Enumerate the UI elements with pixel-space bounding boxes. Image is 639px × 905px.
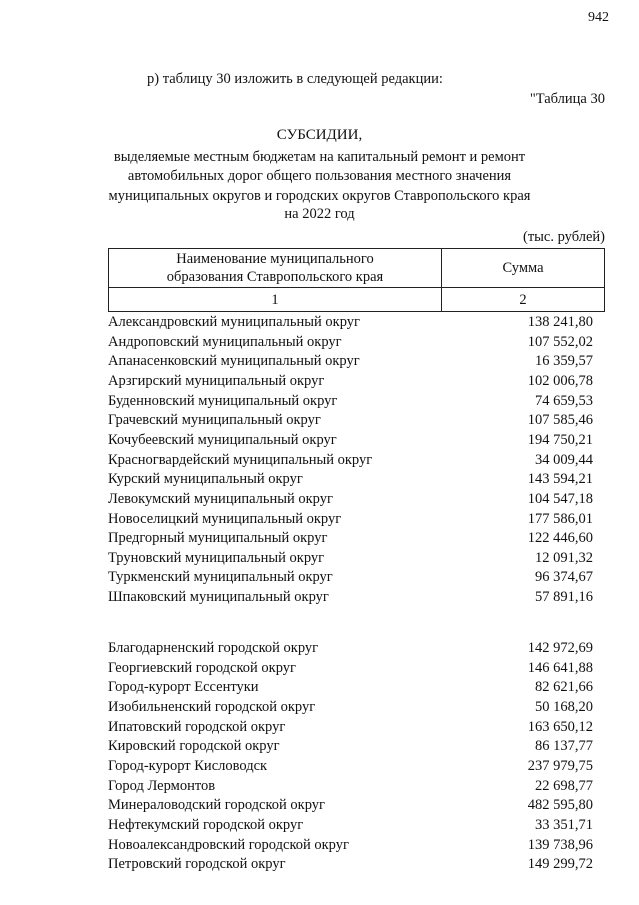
row-sum: 142 972,69 xyxy=(527,640,593,656)
row-name: Александровский муниципальный округ xyxy=(108,314,360,330)
table-row xyxy=(108,567,593,587)
table-row xyxy=(108,658,593,678)
table-row xyxy=(108,776,593,796)
row-sum: 149 299,72 xyxy=(527,856,593,873)
row-sum: 107 552,02 xyxy=(527,333,593,350)
header-line: Наименование муниципального xyxy=(176,251,374,267)
row-name: Новоселицкий муниципальный округ xyxy=(108,510,342,527)
row-name: Предгорный муниципальный округ xyxy=(108,530,328,547)
column-number: 1 xyxy=(109,288,442,312)
table-row xyxy=(108,756,593,776)
row-sum: 177 586,01 xyxy=(527,510,593,527)
table-row xyxy=(108,312,593,332)
row-sum: 34 009,44 xyxy=(535,451,593,468)
row-sum: 102 006,78 xyxy=(527,372,593,389)
table-row xyxy=(108,795,593,815)
row-sum: 104 547,18 xyxy=(527,490,593,507)
row-name: Город Лермонтов xyxy=(108,777,216,794)
row-name: Труновский муниципальный округ xyxy=(108,549,325,566)
document-title: СУБСИДИИ, xyxy=(276,127,363,143)
row-sum: 163 650,12 xyxy=(527,718,593,735)
row-sum: 57 891,16 xyxy=(535,589,593,606)
row-sum: 86 137,77 xyxy=(535,738,593,755)
row-sum: 146 641,88 xyxy=(527,659,593,676)
row-name: Петровский городской округ xyxy=(108,856,286,873)
row-name: Нефтекумский городской округ xyxy=(108,816,304,833)
table-row xyxy=(108,469,593,489)
row-sum: 16 359,57 xyxy=(535,353,593,370)
table-row xyxy=(108,677,593,697)
table-row xyxy=(108,410,593,430)
table-row xyxy=(108,332,593,352)
row-name: Изобильненский городской округ xyxy=(108,698,316,715)
subtitle-line: на 2022 год xyxy=(284,206,355,222)
page-number: 942 xyxy=(588,10,609,25)
row-sum: 33 351,71 xyxy=(535,816,593,833)
table-row xyxy=(108,548,593,568)
table-header xyxy=(108,248,605,312)
column-number: 2 xyxy=(442,288,605,312)
row-sum: 22 698,77 xyxy=(535,777,593,794)
row-name: Красногвардейский муниципальный округ xyxy=(108,451,373,468)
subtitle-line: автомобильных дорог общего пользования местного значения xyxy=(127,168,512,184)
subtitle-line: выделяемые местным бюджетам на капитальный ремонт и ремонт xyxy=(113,149,526,165)
table-row xyxy=(108,351,593,371)
table-row xyxy=(108,489,593,509)
row-name: Кочубеевский муниципальный округ xyxy=(108,431,337,448)
row-sum: 82 621,66 xyxy=(535,679,593,696)
row-sum: 50 168,20 xyxy=(535,698,593,715)
row-sum: 96 374,67 xyxy=(535,569,593,586)
subtitle-line: муниципальных округов и городских округов Ставропольского края xyxy=(108,188,531,204)
table-row xyxy=(108,815,593,835)
row-name: Буденновский муниципальный округ xyxy=(108,392,338,409)
table-row xyxy=(108,697,593,717)
row-name: Арзгирский муниципальный округ xyxy=(108,372,325,389)
table-label: "Таблица 30 xyxy=(529,91,605,107)
header-sum: Сумма xyxy=(442,249,605,288)
table-row xyxy=(108,450,593,470)
units-label: (тыс. рублей) xyxy=(523,229,605,245)
row-name: Минераловодский городской округ xyxy=(108,797,325,814)
table-row xyxy=(108,854,593,874)
table-row xyxy=(108,587,593,607)
row-sum: 143 594,21 xyxy=(527,471,593,488)
row-sum: 12 091,32 xyxy=(535,549,593,566)
row-name: Город-курорт Кисловодск xyxy=(108,757,268,774)
row-sum: 107 585,46 xyxy=(527,412,593,429)
row-sum: 74 659,53 xyxy=(535,392,593,409)
row-sum: 138 241,80 xyxy=(527,314,593,330)
row-name: Шпаковский муниципальный округ xyxy=(108,589,329,606)
table-row xyxy=(108,391,593,411)
table-row xyxy=(108,638,593,658)
table-row xyxy=(108,371,593,391)
row-name: Город-курорт Ессентуки xyxy=(108,679,259,696)
table-row xyxy=(108,835,593,855)
row-name: Курский муниципальный округ xyxy=(108,471,303,488)
row-sum: 194 750,21 xyxy=(527,431,593,448)
row-name: Новоалександровский городской округ xyxy=(108,836,349,853)
row-sum: 482 595,80 xyxy=(527,797,593,814)
row-name: Туркменский муниципальный округ xyxy=(108,569,333,586)
table-row xyxy=(108,528,593,548)
row-name: Георгиевский городской округ xyxy=(108,659,296,676)
row-name: Левокумский муниципальный округ xyxy=(108,490,333,507)
table-row xyxy=(108,717,593,737)
row-name: Андроповский муниципальный округ xyxy=(108,333,342,350)
header-name xyxy=(109,249,442,288)
row-sum: 139 738,96 xyxy=(527,836,593,853)
row-name: Грачевский муниципальный округ xyxy=(108,412,321,429)
row-sum: 122 446,60 xyxy=(527,530,593,547)
intro-text: р) таблицу 30 изложить в следующей редакции: xyxy=(147,71,443,87)
row-name: Ипатовский городской округ xyxy=(108,718,286,735)
table-row xyxy=(108,736,593,756)
header-line: образования Ставропольского края xyxy=(166,269,384,285)
table-row xyxy=(108,430,593,450)
row-sum: 237 979,75 xyxy=(527,757,593,774)
row-name: Апанасенковский муниципальный округ xyxy=(108,353,360,370)
row-name: Благодарненский городской округ xyxy=(108,640,319,656)
row-name: Кировский городской округ xyxy=(108,738,280,755)
table-row xyxy=(108,509,593,529)
